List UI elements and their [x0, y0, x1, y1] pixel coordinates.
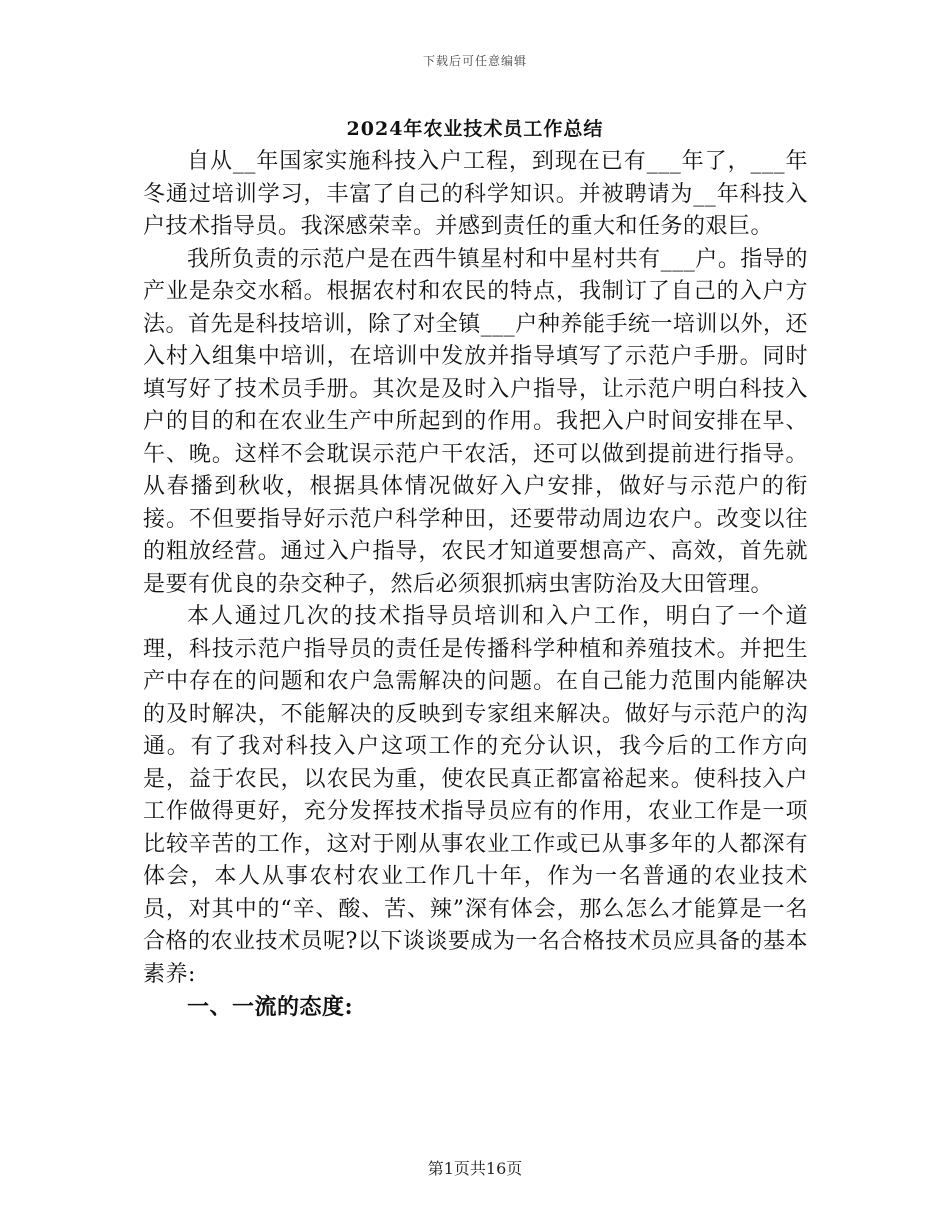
document-title: 2024年农业技术员工作总结 [346, 118, 604, 140]
paragraph-intro: 自从__年国家实施科技入户工程，到现在已有___年了，___年冬通过培训学习，丰富了自己的科学知识。并被聘请为__年科技入户技术指导员。我深感荣幸。并感到责任的重大和任务的艰巨。 [143, 149, 808, 239]
page-number: 第1页共16页 [427, 1159, 523, 1178]
document-body [143, 146, 808, 1024]
page-header-note: 下载后可任意编辑 [422, 54, 527, 68]
paragraph-work-method: 我所负责的示范户是在西牛镇星村和中星村共有___户。指导的产业是杂交水稻。根据农村和农民的特点，我制订了自己的入户方法。首先是科技培训，除了对全镇___户种养能手统一培训以外，还入村入组集中培训，在培训中发放并指导填写了示范户手册。同时填写好了技术员手册。其次是及时入户指导，让示范户明白科技入户的目的和在农业生产中所起到的作用。我把入户时间安排在早、午、晚。这样不会耽误示范户干农活，还可以做到提前进行指导。从春播到秋收，根据具体情况做好入户安排，做好与示范户的衔接。不但要指导好示范户科学种田，还要带动周边农户。改变以往的粗放经营。通过入户指导，农民才知道要想高产、高效，首先就是要有优良的杂交种子，然后必须狠抓病虫害防治及大田管理。 [143, 246, 808, 597]
paragraph-reflection: 本人通过几次的技术指导员培训和入户工作，明白了一个道理，科技示范户指导员的责任是传播科学种植和养殖技术。并把生产中存在的问题和农户急需解决的问题。在自己能力范围内能解决的及时解决，不能解决的反映到专家组来解决。做好与示范户的沟通。有了我对科技入户这项工作的充分认识，我今后的工作方向是，益于农民，以农民为重，使农民真正都富裕起来。使科技入户工作做得更好，充分发挥技术指导员应有的作用，农业工作是一项比较辛苦的工作，这对于刚从事农业工作或已从事多年的人都深有体会，本人从事农村农业工作几十年，作为一名普通的农业技术员，对其中的“辛、酸、苦、辣”深有体会，那么怎么才能算是一名合格的农业技术员呢?以下谈谈要成为一名合格技术员应具备的基本素养: [143, 604, 808, 987]
section-heading: 一、一流的态度: [187, 994, 354, 1020]
